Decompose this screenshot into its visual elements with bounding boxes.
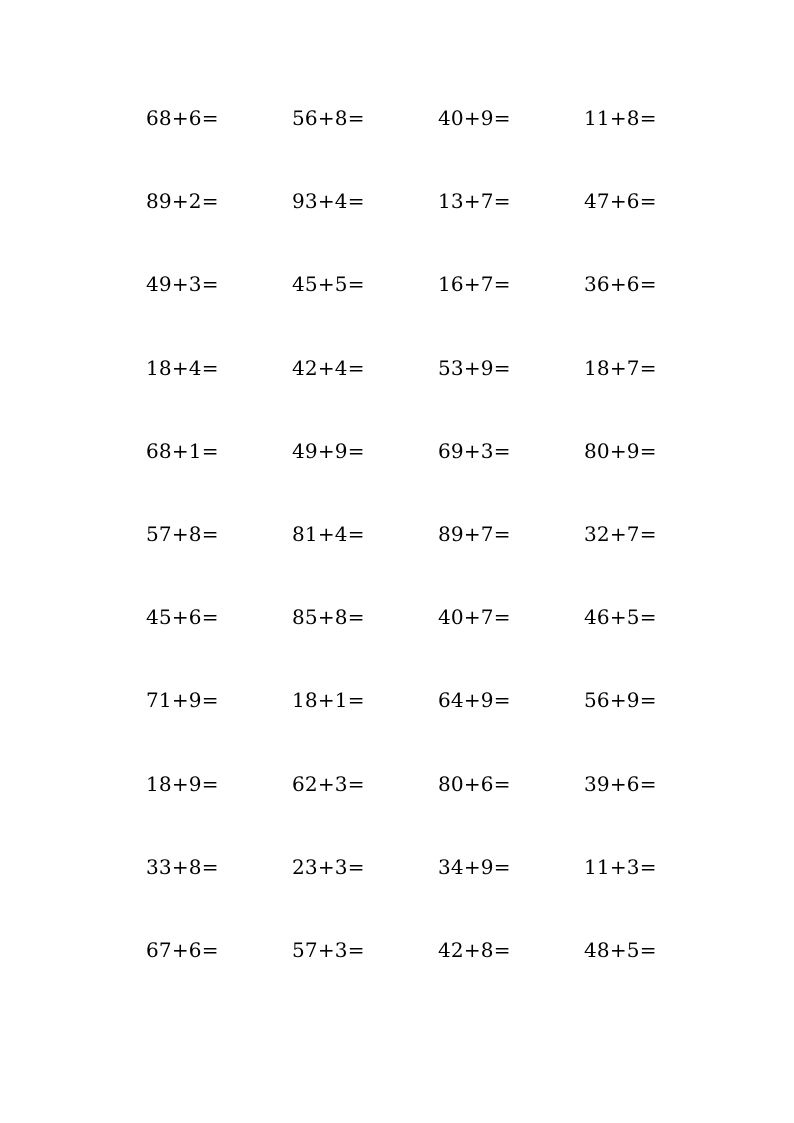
- problem-r6-c1: 57+8=: [146, 521, 219, 546]
- problem-r3-c1: 49+3=: [146, 272, 219, 297]
- problem-r1-c4: 11+8=: [584, 106, 657, 130]
- problem-r5-c1: 68+1=: [146, 438, 219, 463]
- problem-r3-c3: 16+7=: [438, 272, 511, 297]
- problem-r1-c3: 40+9=: [438, 106, 511, 130]
- problem-r7-c1: 45+6=: [146, 605, 219, 630]
- problem-r10-c4: 11+3=: [584, 854, 657, 879]
- problem-r7-c2: 85+8=: [292, 605, 365, 630]
- problem-r8-c2: 18+1=: [292, 688, 365, 713]
- problem-grid: [146, 100, 730, 1015]
- problem-r2-c3: 13+7=: [438, 189, 511, 214]
- problem-r10-c3: 34+9=: [438, 854, 511, 879]
- problem-r5-c2: 49+9=: [292, 438, 365, 463]
- problem-r11-c3: 42+8=: [438, 937, 511, 962]
- problem-r5-c3: 69+3=: [438, 438, 511, 463]
- problem-r2-c2: 93+4=: [292, 189, 365, 214]
- problem-r7-c3: 40+7=: [438, 605, 511, 630]
- problem-r11-c2: 57+3=: [292, 937, 365, 962]
- problem-r4-c2: 42+4=: [292, 355, 365, 380]
- problem-r9-c4: 39+6=: [584, 771, 657, 796]
- problem-r7-c4: 46+5=: [584, 605, 657, 630]
- problem-r8-c1: 71+9=: [146, 688, 219, 713]
- problem-r8-c3: 64+9=: [438, 688, 511, 713]
- problem-r10-c2: 23+3=: [292, 854, 365, 879]
- problem-r10-c1: 33+8=: [146, 854, 219, 879]
- problem-r5-c4: 80+9=: [584, 438, 657, 463]
- problem-r2-c4: 47+6=: [584, 189, 657, 214]
- problem-r6-c4: 32+7=: [584, 521, 657, 546]
- problem-r6-c2: 81+4=: [292, 521, 365, 546]
- problem-r4-c4: 18+7=: [584, 355, 657, 380]
- problem-r9-c2: 62+3=: [292, 771, 365, 796]
- problem-r3-c4: 36+6=: [584, 272, 657, 297]
- problem-r8-c4: 56+9=: [584, 688, 657, 713]
- problem-r3-c2: 45+5=: [292, 272, 365, 297]
- problem-r1-c2: 56+8=: [292, 106, 365, 130]
- problem-r4-c3: 53+9=: [438, 355, 511, 380]
- problem-r2-c1: 89+2=: [146, 189, 219, 214]
- problem-r4-c1: 18+4=: [146, 355, 219, 380]
- problem-r11-c4: 48+5=: [584, 937, 657, 962]
- problem-r9-c3: 80+6=: [438, 771, 511, 796]
- problem-r9-c1: 18+9=: [146, 771, 219, 796]
- problem-r1-c1: 68+6=: [146, 106, 219, 130]
- problem-r6-c3: 89+7=: [438, 521, 511, 546]
- problem-r11-c1: 67+6=: [146, 937, 219, 962]
